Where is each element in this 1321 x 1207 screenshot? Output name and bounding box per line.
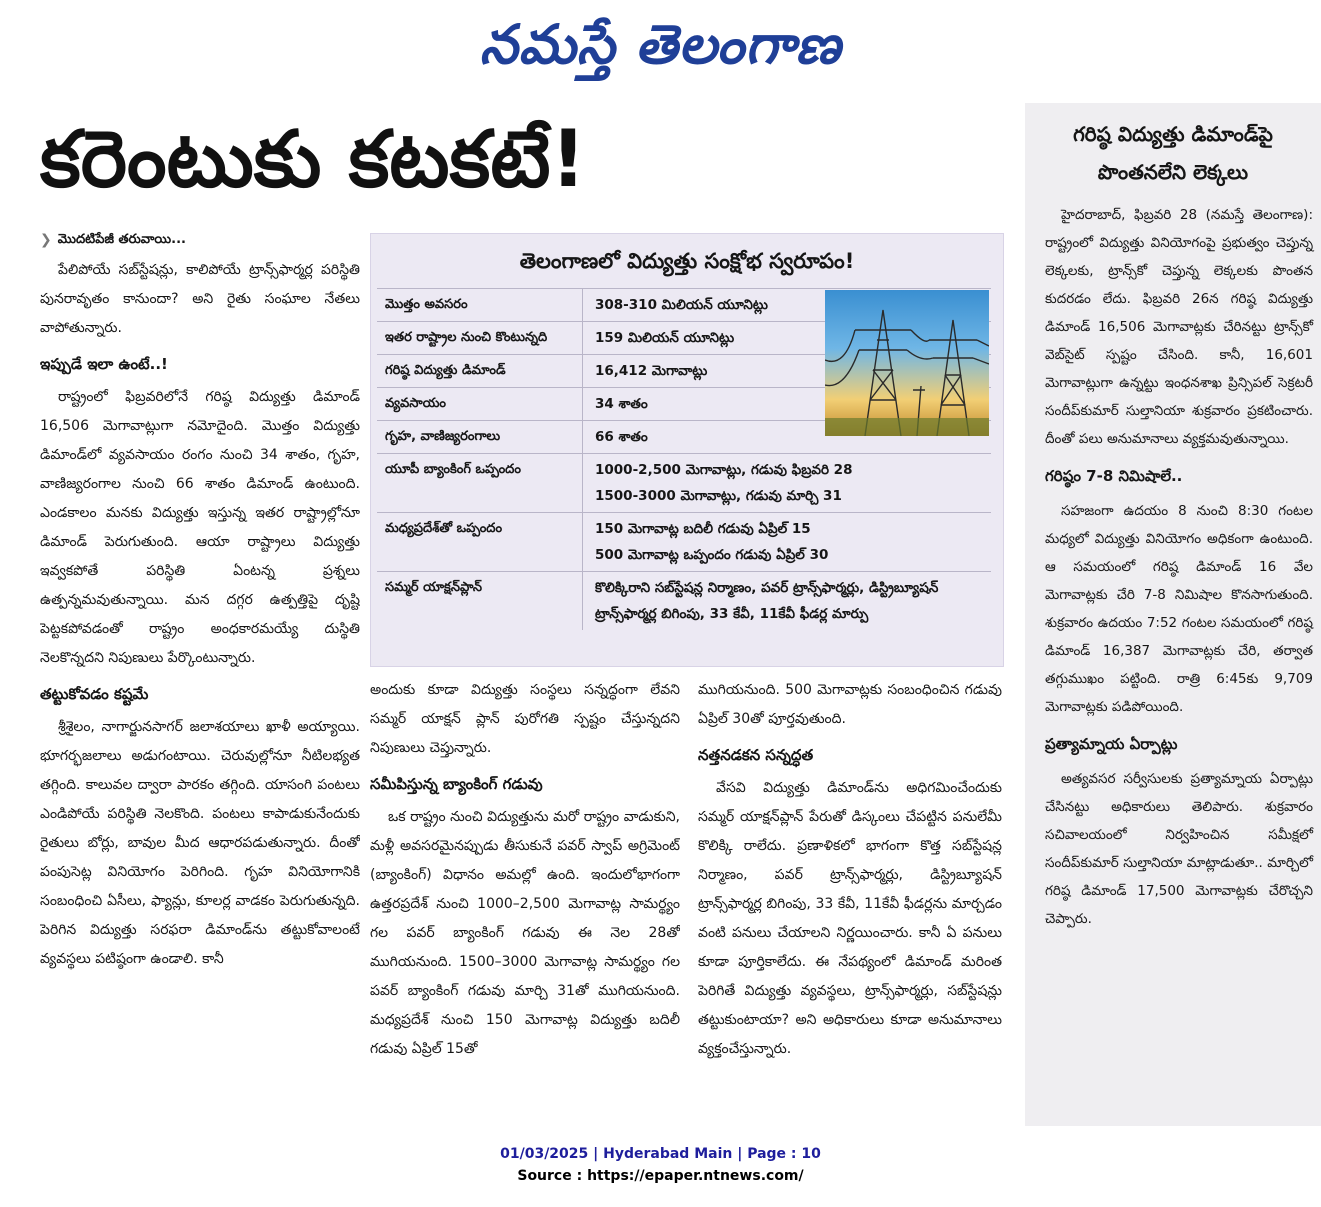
info-label: వ్యవసాయం [377, 388, 583, 420]
paragraph: అందుకు కూడా విద్యుత్తు సంస్థలు సన్నద్ధంగా లేవని సమ్మర్ యాక్షన్ ప్లాన్ పురోగతి స్పష్టం చేస్తున్నదని నిపుణులు చెప్తున్నారు. [370, 682, 680, 756]
subheading: తట్టుకోవడం కష్టమే [40, 685, 149, 703]
info-label: ఇతర రాష్ట్రాల నుంచి కొంటున్నది [377, 322, 583, 354]
info-label: మొత్తం అవసరం [377, 289, 583, 321]
paragraph: ఒక రాష్ట్రం నుంచి విద్యుత్తును మరో రాష్ట్రం వాడుకుని, మళ్లీ అవసరమైనప్పుడు తీసుకునే పవర్ స్వాప్ అగ్రిమెంట్ (బ్యాంకింగ్) విధానం అమల్లో ఉంది. ఇందులోభాగంగా ఉత్తరప్రదేశ్ నుంచి 1000–2,500 మెగావాట్ల సామర్థ్యం గల పవర్ బ్యాంకింగ్ గడువు ఈ నెల 28తో ముగియనుంది. 1500–3000 మెగావాట్ల సామర్థ్యం గల పవర్ బ్యాంకింగ్ గడువు మార్చి 31తో ముగియనుంది. మధ్యప్రదేశ్ నుంచి 150 మెగావాట్ల విద్యుత్తు బదిలీ గడువు ఏప్రిల్ 15తో [370, 809, 680, 1057]
paragraph: శ్రీశైలం, నాగార్జునసాగర్ జలాశయాలు ఖాళీ అయ్యాయి. భూగర్భజలాలు అడుగంటాయి. చెరువుల్లోనూ నీటిలభ్యత తగ్గింది. కాలువల ద్వారా పారకం తగ్గింది. యాసంగి పంటలు ఎండిపోయే పరిస్థితి నెలకొంది. పంటలు కాపాడుకునేందుకు రైతులు బోర్లు, బావుల మీద ఆధారపడుతున్నారు. దీంతో పంపుసెట్ల వినియోగం పెరిగింది. గృహ వినియోగానికి సంబంధించి ఏసీలు, ఫ్యాన్లు, కూలర్ల వాడకం పెరుగుతున్నది. పెరిగిన విద్యుత్తు సరఫరా డిమాండ్‌ను తట్టుకోవాలంటే వ్యవస్థలు పటిష్ఠంగా ఉండాలి. కానీ [40, 719, 360, 967]
subheading: సమీపిస్తున్న బ్యాంకింగ్ గడువు [370, 775, 543, 793]
sidebar-title-line: పొంతనలేని లెక్కలు [1097, 160, 1249, 184]
info-box [370, 233, 1004, 667]
info-value-line: 500 మెగావాట్ల ఒప్పందం గడువు ఏప్రిల్ 30 [595, 547, 829, 563]
paragraph: హైదరాబాద్, ఫిబ్రవరి 28 (నమస్తే తెలంగాణ): రాష్ట్రంలో విద్యుత్తు వినియోగంపై ప్రభుత్వం చెప్తున్న లెక్కలకు, ట్రాన్స్‌కో చెప్తున్న లెక్కలకు పొంతన కుదరడం లేదు. ఫిబ్రవరి 26న గరిష్ఠ విద్యుత్తు డిమాండ్ 16,506 మెగావాట్లకు చేరినట్టు ట్రాన్స్‌కో వెబ్‌సైట్ స్పష్టం చేసింది. కానీ, 16,601 మెగావాట్లుగా ఉన్నట్టు ఇంధనశాఖ ప్రిన్సిపల్ సెక్రటరీ సందీప్‌కుమార్ సుల్తానియా శుక్రవారం ప్రకటించారు. దీంతో పలు అనుమానాలు వ్యక్తమవుతున్నాయి. [1045, 207, 1313, 447]
info-label: మధ్యప్రదేశ్‌తో ఒప్పందం [377, 513, 583, 571]
info-value: 308-310 మిలియన్ యూనిట్లు [595, 297, 768, 313]
info-value-line: 1500-3000 మెగావాట్లు, గడువు మార్చి 31 [595, 488, 842, 504]
info-label: సమ్మర్ యాక్షన్‌ప్లాన్ [377, 572, 583, 630]
paragraph: అత్యవసర సర్వీసులకు ప్రత్యామ్నాయ ఏర్పాట్లు చేసినట్టు అధికారులు తెలిపారు. శుక్రవారం సచివాలయంలో నిర్వహించిన సమీక్షలో సందీప్‌కుమార్ సుల్తానియా మాట్లాడుతూ.. మార్చిలో గరిష్ఠ డిమాండ్ 17,500 మెగావాట్లకు చేరొచ్చని చెప్పారు. [1045, 771, 1313, 927]
info-label: గృహ, వాణిజ్యరంగాలు [377, 421, 583, 453]
source-link[interactable]: Source : https://epaper.ntnews.com/ [517, 1168, 804, 1184]
paragraph: వేసవి విద్యుత్తు డిమాండ్‌ను అధిగమించేందుకు సమ్మర్ యాక్షన్‌ప్లాన్ పేరుతో డిస్కంలు చేపట్టిన పనులేమీ కొలిక్కి రాలేదు. ప్రణాళికలో భాగంగా కొత్త సబ్‌స్టేషన్ల నిర్మాణం, పవర్ ట్రాన్స్‌ఫార్మర్లు, డిస్ట్రిబ్యూషన్ ట్రాన్స్‌ఫార్మర్ల బిగింపు, 33 కేవీ, 11కేవీ ఫీడర్లను మార్చడం వంటి పనులు చేయాలని నిర్ణయించారు. కానీ ఏ పనులు కూడా పూర్తికాలేదు. ఈ నేపథ్యంలో డిమాండ్ మరింత పెరిగితే విద్యుత్తు వ్యవస్థలు, ట్రాన్స్‌ఫార్మర్లు, సబ్‌స్టేషన్లు తట్టుకుంటాయా? అని అధికారులు కూడా అనుమానాలు వ్యక్తంచేస్తున్నారు. [698, 780, 1002, 1057]
paragraph: ముగియనుంది. 500 మెగావాట్లకు సంబంధించిన గడువు ఏప్రిల్ 30తో పూర్తవుతుంది. [698, 682, 1002, 727]
chevron-right-icon: ❯ [40, 232, 52, 248]
page-footer [0, 1143, 1321, 1187]
info-box-title: తెలంగాణలో విద్యుత్తు సంక్షోభ స్వరూపం! [519, 249, 855, 273]
continuation-text: మొదటిపేజీ తరువాయి... [57, 232, 186, 247]
sidebar-body [1045, 201, 1313, 939]
transmission-tower-illustration [825, 290, 989, 436]
info-value [583, 454, 991, 512]
info-value: 66 శాతం [595, 429, 648, 445]
info-value: కొలిక్కిరాని సబ్‌స్టేషన్ల నిర్మాణం, పవర్ ట్రాన్స్‌ఫార్మర్లు, డిస్ట్రిబ్యూషన్ ట్రాన్స్‌ఫార్మర్ల బిగింపు, 33 కేవీ, 11కేవీ ఫీడర్ల మార్పు [595, 580, 939, 622]
sidebar-title-line: గరిష్ఠ విద్యుత్తు డిమాండ్‌పై [1073, 122, 1273, 146]
info-value: 16,412 మెగావాట్లు [595, 363, 708, 379]
info-value: 34 శాతం [595, 396, 648, 412]
paragraph: పేలిపోయే సబ్‌స్టేషన్లు, కాలిపోయే ట్రాన్స్‌ఫార్మర్ల పరిస్థితి పునరావృతం కానుందా? అని రైతు సంఘాల నేతలు వాపోతున్నారు. [40, 262, 360, 336]
info-row [377, 512, 991, 571]
info-row [377, 571, 991, 630]
article-column-1 [40, 228, 360, 1126]
info-value: 159 మిలియన్ యూనిట్లు [595, 330, 735, 346]
continuation-marker [40, 228, 360, 252]
masthead-logo: నమస్తే తెలంగాణ [479, 12, 842, 76]
info-row [377, 453, 991, 512]
info-value-line: 150 మెగావాట్ల బదిలీ గడువు ఏప్రిల్ 15 [595, 521, 811, 537]
sidebar-title [1025, 115, 1321, 191]
info-value [583, 513, 991, 571]
subheading: ఇప్పుడే ఇలా ఉంటే..! [40, 355, 168, 373]
article-column-3 [698, 676, 1002, 1126]
edition-info: 01/03/2025 | Hyderabad Main | Page : 10 [500, 1146, 821, 1162]
article-column-2 [370, 676, 680, 1126]
subheading: ప్రత్యామ్నాయ ఏర్పాట్లు [1045, 735, 1178, 753]
sidebar-article [1025, 103, 1321, 1126]
headline: కరెంటుకు కటకటే! [40, 115, 587, 205]
subheading: గరిష్ఠం 7-8 నిమిషాలే.. [1045, 467, 1183, 485]
power-tower-photo [825, 290, 989, 436]
info-label: యూపీ బ్యాంకింగ్ ఒప్పందం [377, 454, 583, 512]
paragraph: రాష్ట్రంలో ఫిబ్రవరిలోనే గరిష్ఠ విద్యుత్తు డిమాండ్ 16,506 మెగావాట్లుగా నమోదైంది. మొత్తం విద్యుత్తు డిమాండ్‌లో వ్యవసాయం రంగం నుంచి 34 శాతం, గృహ, వాణిజ్యరంగాల నుంచి 66 శాతం డిమాండ్ ఉంటుంది. ఎండకాలం మనకు విద్యుత్తు ఇస్తున్న ఇతర రాష్ట్రాల్లోనూ డిమాండ్ పెరుగుతుంది. ఆయా రాష్ట్రాలు విద్యుత్తు ఇవ్వకపోతే పరిస్థితి ఏంటన్న ప్రశ్నలు ఉత్పన్నమవుతున్నాయి. మన దగ్గర ఉత్పత్తిపై దృష్టి పెట్టకపోవడంతో రాష్ట్రం అంధకారమయ్యే దుస్థితి నెలకొన్నదని నిపుణులు పేర్కొంటున్నారు. [40, 389, 360, 666]
info-value-line: 1000-2,500 మెగావాట్లు, గడువు ఫిబ్రవరి 28 [595, 462, 853, 478]
subheading: నత్తనడకన సన్నద్ధత [698, 746, 814, 764]
paragraph: సహజంగా ఉదయం 8 నుంచి 8:30 గంటల మధ్యలో విద్యుత్తు వినియోగం అధికంగా ఉంటుంది. ఆ సమయంలో గరిష్ఠ డిమాండ్ 16 వేల మెగావాట్లకు చేరి 7-8 నిమిషాల కొనసాగుతుంది. శుక్రవారం ఉదయం 7:52 గంటల సమయంలో గరిష్ఠ డిమాండ్ 16,387 మెగావాట్లకు చేరి, తర్వాత తగ్గుముఖం పట్టింది. రాత్రి 6:45కు 9,709 మెగావాట్లకు పడిపోయింది. [1045, 503, 1313, 715]
info-label: గరిష్ఠ విద్యుత్తు డిమాండ్ [377, 355, 583, 387]
